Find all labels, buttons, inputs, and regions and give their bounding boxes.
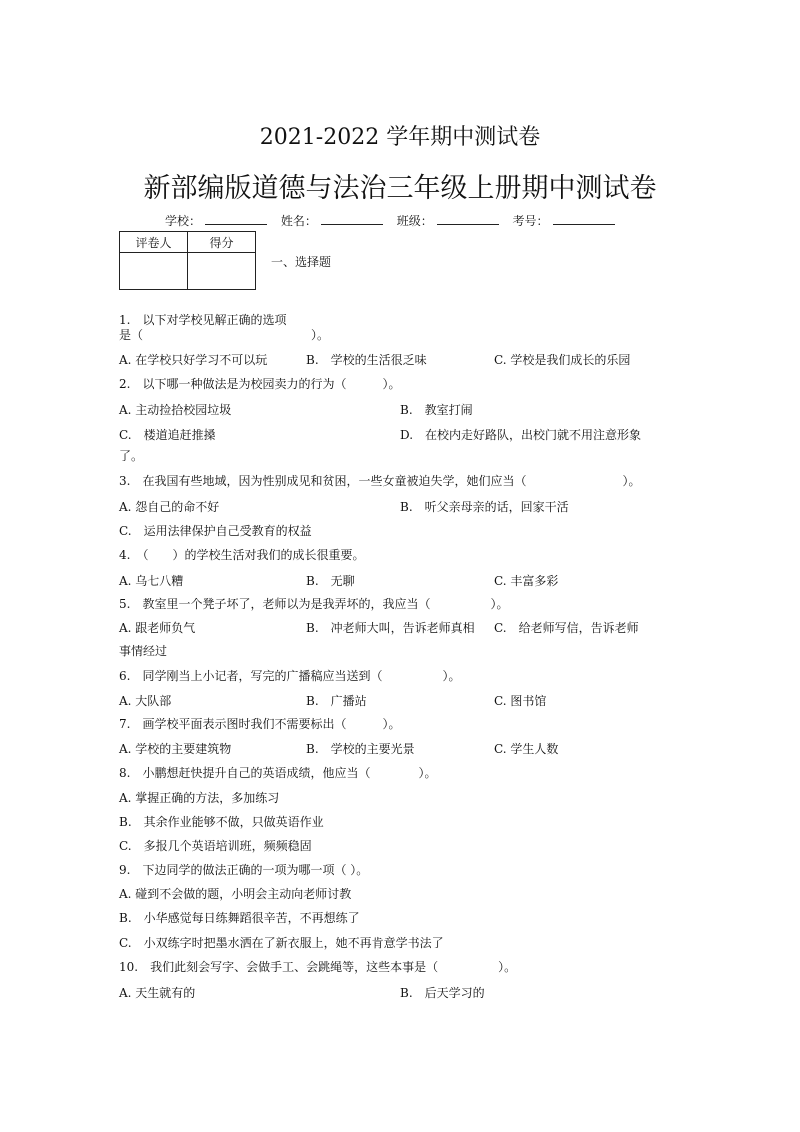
question-5-option-c-cont: 事情经过 xyxy=(119,644,168,658)
question-9-stem: 9. 下边同学的做法正确的一项为哪一项（ ）。 xyxy=(119,863,369,877)
grader-header: 评卷人 xyxy=(120,232,188,253)
question-2-option-c: C. 楼道追赶推搡 xyxy=(119,428,216,442)
score-table xyxy=(119,231,256,290)
name-label: 姓名： xyxy=(280,214,317,228)
question-2-stem: 2. 以下哪一种做法是为校园卖力的行为（ ）。 xyxy=(119,377,401,391)
school-blank xyxy=(205,213,267,225)
question-6-option-b: B. 广播站 xyxy=(306,694,367,708)
question-5-option-b: B. 冲老师大叫，告诉老师真相 xyxy=(306,621,475,635)
exam-year-title: 2021-2022 学年期中测试卷 xyxy=(259,125,541,150)
question-9-option-a: A. 碰到不会做的题，小明会主动向老师讨教 xyxy=(119,887,352,901)
question-5-stem: 5. 教室里一个凳子坏了，老师以为是我弄坏的，我应当（ ）。 xyxy=(119,597,509,611)
grader-cell xyxy=(120,253,188,290)
number-label: 考号： xyxy=(512,214,549,228)
question-2-option-d-cont: 了。 xyxy=(119,449,144,463)
question-1-option-b: B. 学校的生活很乏味 xyxy=(306,353,427,367)
question-6-option-c: C. 图书馆 xyxy=(494,694,547,708)
name-blank xyxy=(321,213,383,225)
question-3-option-b: B. 听父亲母亲的话，回家干活 xyxy=(400,500,569,514)
question-6-stem: 6. 同学刚当上小记者，写完的广播稿应当送到（ ）。 xyxy=(119,669,461,683)
question-3-stem: 3. 在我国有些地域，因为性别成见和贫困，一些女童被迫失学，她们应当（ ）。 xyxy=(119,474,641,488)
exam-subject-title: 新部编版道德与法治三年级上册期中测试卷 xyxy=(143,173,657,204)
section-heading: 一、选择题 xyxy=(271,255,332,269)
question-2-option-b: B. 教室打闹 xyxy=(400,403,473,417)
question-8-option-a: A. 掌握正确的方法，多加练习 xyxy=(119,791,280,805)
question-9-option-c: C. 小双练字时把墨水洒在了新衣服上，她不再肯意学书法了 xyxy=(119,936,444,950)
question-1-stem: 1. 以下对学校见解正确的选项 xyxy=(119,313,287,327)
question-4-option-c: C. 丰富多彩 xyxy=(494,574,559,588)
question-1-option-c: C. 学校是我们成长的乐园 xyxy=(494,353,631,367)
question-10-option-b: B. 后天学习的 xyxy=(400,986,485,1000)
question-8-option-c: C. 多报几个英语培训班，频频稳固 xyxy=(119,839,312,853)
question-3-option-a: A. 怨自己的命不好 xyxy=(119,500,220,514)
question-8-option-b: B. 其余作业能够不做，只做英语作业 xyxy=(119,815,324,829)
question-6-option-a: A. 大队部 xyxy=(119,694,172,708)
question-9-option-b: B. 小华感觉每日练舞蹈很辛苦，不再想练了 xyxy=(119,911,360,925)
class-blank xyxy=(437,213,499,225)
question-5-option-a: A. 跟老师负气 xyxy=(119,621,196,635)
question-3-option-c: C. 运用法律保护自己受教育的权益 xyxy=(119,524,312,538)
question-4-option-a: A. 乌七八糟 xyxy=(119,574,184,588)
school-label: 学校： xyxy=(165,214,202,228)
question-7-stem: 7. 画学校平面表示图时我们不需要标出（ ）。 xyxy=(119,717,401,731)
question-4-stem: 4. （ ）的学校生活对我们的成长很重要。 xyxy=(119,548,365,562)
question-5-option-c: C. 给老师写信，告诉老师 xyxy=(494,621,639,635)
question-10-stem: 10. 我们此刻会写字、会做手工、会跳绳等，这些本事是（ ）。 xyxy=(119,960,517,974)
question-7-option-a: A. 学校的主要建筑物 xyxy=(119,742,232,756)
question-2-option-d: D. 在校内走好路队，出校门就不用注意形象 xyxy=(400,428,642,442)
score-cell xyxy=(188,253,256,290)
question-4-option-b: B. 无聊 xyxy=(306,574,355,588)
question-8-stem: 8. 小鹏想赶快提升自己的英语成绩，他应当（ ）。 xyxy=(119,766,437,780)
number-blank xyxy=(553,213,615,225)
class-label: 班级： xyxy=(396,214,433,228)
student-info-line xyxy=(165,212,625,229)
question-1-option-a: A. 在学校只好学习不可以玩 xyxy=(119,353,268,367)
question-2-option-a: A. 主动捡拾校园垃圾 xyxy=(119,403,232,417)
question-7-option-b: B. 学校的主要光景 xyxy=(306,742,415,756)
question-7-option-c: C. 学生人数 xyxy=(494,742,559,756)
question-1-stem-cont: 是（ ）。 xyxy=(119,328,330,342)
question-10-option-a: A. 天生就有的 xyxy=(119,986,196,1000)
score-header: 得分 xyxy=(188,232,256,253)
